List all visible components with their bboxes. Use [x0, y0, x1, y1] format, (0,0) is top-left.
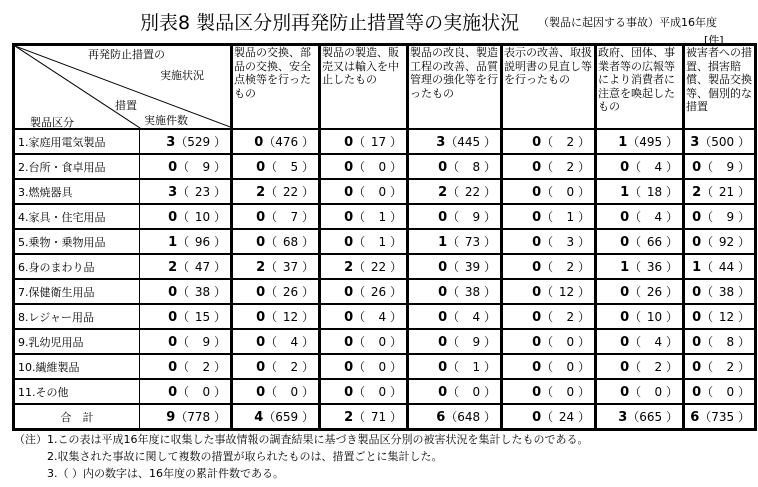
cumulative: 12 [558, 285, 575, 299]
count: 0 [438, 160, 448, 175]
cumulative: 445 [457, 135, 481, 149]
cumulative: 0 [378, 385, 387, 399]
value-cell: 2（ 22 ） [320, 254, 408, 279]
cumulative: 0 [654, 385, 663, 399]
row-label: 6.身のまわり品 [14, 254, 140, 279]
count: 0 [532, 360, 542, 375]
value-cell: 9（778 ） [140, 404, 232, 430]
count: 0 [438, 260, 448, 275]
row-label: 10.繊維製品 [14, 354, 140, 379]
cumulative: 0 [378, 185, 387, 199]
count: 0 [256, 335, 266, 350]
cumulative: 0 [566, 360, 575, 374]
value-cell: 0（ 12 ） [502, 279, 596, 304]
column-header: 政府、団体、事業者等の広報等により消費者に注意を喚起したもの [596, 45, 684, 130]
count: 0 [344, 385, 354, 400]
count: 0 [344, 285, 354, 300]
value-cell: 0（ 38 ） [408, 279, 502, 304]
value-cell: 3（500 ） [684, 129, 756, 154]
cumulative: 0 [566, 385, 575, 399]
cumulative: 38 [464, 285, 481, 299]
count: 0 [532, 410, 542, 425]
cumulative: 4 [378, 310, 387, 324]
cumulative: 8 [726, 335, 735, 349]
cumulative: 12 [718, 310, 735, 324]
value-cell: 0（ 2 ） [502, 304, 596, 329]
total-row [14, 404, 756, 430]
count: 0 [256, 210, 266, 225]
value-cell: 0（ 66 ） [596, 229, 684, 254]
table-row [14, 354, 756, 379]
cumulative: 26 [282, 285, 299, 299]
cumulative: 2 [726, 360, 735, 374]
count: 0 [168, 385, 178, 400]
cumulative: 529 [187, 135, 211, 149]
count: 0 [532, 260, 542, 275]
count: 1 [620, 260, 630, 275]
value-cell: 0（ 26 ） [232, 279, 320, 304]
count: 0 [344, 235, 354, 250]
count: 0 [344, 335, 354, 350]
cumulative: 26 [370, 285, 387, 299]
cumulative: 3 [566, 235, 575, 249]
value-cell: 0（ 12 ） [232, 304, 320, 329]
cumulative: 2 [566, 135, 575, 149]
count: 0 [620, 310, 630, 325]
count: 2 [168, 260, 178, 275]
row-label: 5.乗物・乗物用品 [14, 229, 140, 254]
count: 0 [532, 235, 542, 250]
cumulative: 17 [370, 135, 387, 149]
value-cell: 0（ 0 ） [320, 179, 408, 204]
corner-header [14, 45, 232, 130]
row-label: 3.燃焼器具 [14, 179, 140, 204]
count: 0 [532, 160, 542, 175]
value-cell: 0（ 9 ） [684, 154, 756, 179]
table-row [14, 379, 756, 404]
count: 0 [692, 335, 702, 350]
column-header: 表示の改善、取扱説明書の見直し等を行ったもの [502, 45, 596, 130]
count: 0 [532, 185, 542, 200]
count: 0 [692, 360, 702, 375]
corner-top: 再発防止措置の [88, 48, 165, 61]
count: 0 [532, 310, 542, 325]
notes [14, 431, 589, 482]
value-cell: 4（659 ） [232, 404, 320, 430]
value-cell: 0（ 8 ） [408, 154, 502, 179]
count: 0 [254, 135, 264, 150]
cumulative: 37 [282, 260, 299, 274]
count: 0 [438, 385, 448, 400]
table-row [14, 204, 756, 229]
cumulative: 73 [464, 235, 481, 249]
value-cell: 0（ 8 ） [684, 329, 756, 354]
count: 0 [168, 360, 178, 375]
measures-table [12, 43, 757, 431]
cumulative: 4 [654, 335, 663, 349]
row-label: 4.家具・住宅用品 [14, 204, 140, 229]
cumulative: 9 [472, 210, 481, 224]
count: 0 [438, 360, 448, 375]
cumulative: 2 [654, 360, 663, 374]
value-cell: 0（ 12 ） [684, 304, 756, 329]
count: 0 [256, 360, 266, 375]
column-header: 製品の製造、販売又は輸入を中止したもの [320, 45, 408, 130]
value-cell: 2（ 22 ） [232, 179, 320, 204]
value-cell: 1（ 18 ） [596, 179, 684, 204]
cumulative: 2 [566, 160, 575, 174]
value-cell: 0（ 4 ） [596, 204, 684, 229]
value-cell: 0（ 68 ） [232, 229, 320, 254]
count: 0 [256, 385, 266, 400]
column-header: 被害者への措置、損害賠償、製品交換等、個別的な措置 [684, 45, 756, 130]
count: 0 [256, 235, 266, 250]
count: 3 [690, 135, 700, 150]
row-label: 合 計 [14, 404, 140, 430]
count: 3 [618, 410, 628, 425]
value-cell: 0（ 9 ） [408, 204, 502, 229]
count: 2 [256, 185, 266, 200]
count: 0 [344, 160, 354, 175]
value-cell: 0（ 0 ） [320, 354, 408, 379]
count: 4 [254, 410, 264, 425]
cumulative: 9 [726, 210, 735, 224]
count: 0 [692, 210, 702, 225]
cumulative: 38 [194, 285, 211, 299]
count: 0 [620, 335, 630, 350]
cumulative: 0 [566, 185, 575, 199]
value-cell: 0（ 38 ） [140, 279, 232, 304]
cumulative: 2 [290, 360, 299, 374]
count: 0 [532, 285, 542, 300]
note: 2.収集された事故に関して複数の措置が取られたものは、措置ごとに集計した。 [14, 450, 443, 463]
count: 0 [344, 360, 354, 375]
value-cell: 0（ 2 ） [684, 354, 756, 379]
value-cell: 0（ 0 ） [502, 179, 596, 204]
count: 0 [256, 285, 266, 300]
table-row [14, 229, 756, 254]
count: 0 [532, 335, 542, 350]
count: 3 [436, 135, 446, 150]
cumulative: 4 [654, 160, 663, 174]
value-cell: 0（ 4 ） [596, 329, 684, 354]
column-header: 製品の交換、部品の交換、安全点検等を行ったもの [232, 45, 320, 130]
count: 0 [168, 335, 178, 350]
subtitle: （製品に起因する事故）平成16年度 [538, 16, 717, 29]
count: 0 [168, 210, 178, 225]
cumulative: 735 [711, 410, 735, 424]
cumulative: 92 [718, 235, 735, 249]
cumulative: 1 [378, 235, 387, 249]
cumulative: 18 [646, 185, 663, 199]
cumulative: 22 [370, 260, 387, 274]
cumulative: 9 [472, 335, 481, 349]
cumulative: 1 [472, 360, 481, 374]
cumulative: 0 [378, 335, 387, 349]
count: 2 [344, 260, 354, 275]
corner-left: 製品区分 [30, 116, 74, 129]
value-cell: 0（ 9 ） [140, 154, 232, 179]
value-cell: 0（ 0 ） [684, 379, 756, 404]
count: 0 [256, 310, 266, 325]
cumulative: 5 [290, 160, 299, 174]
value-cell: 0（ 0 ） [502, 329, 596, 354]
count: 0 [532, 210, 542, 225]
table-row [14, 329, 756, 354]
count: 0 [692, 285, 702, 300]
column-header: 製品の改良、製造工程の改善、品質管理の強化等を行ったもの [408, 45, 502, 130]
value-cell: 0（ 39 ） [408, 254, 502, 279]
count: 0 [344, 135, 354, 150]
cumulative: 495 [639, 135, 663, 149]
value-cell: 0（ 0 ） [502, 354, 596, 379]
value-cell: 0（ 0 ） [140, 379, 232, 404]
cumulative: 68 [282, 235, 299, 249]
cumulative: 26 [646, 285, 663, 299]
value-cell: 0（ 0 ） [320, 329, 408, 354]
value-cell: 3（665 ） [596, 404, 684, 430]
value-cell: 2（ 21 ） [684, 179, 756, 204]
cumulative: 10 [646, 310, 663, 324]
count: 0 [438, 335, 448, 350]
count: 1 [692, 260, 702, 275]
value-cell: 3（445 ） [408, 129, 502, 154]
value-cell: 0（ 15 ） [140, 304, 232, 329]
value-cell: 0（ 4 ） [232, 329, 320, 354]
count: 3 [168, 185, 178, 200]
cumulative: 7 [290, 210, 299, 224]
count: 1 [618, 135, 628, 150]
row-label: 8.レジャー用品 [14, 304, 140, 329]
count: 0 [692, 160, 702, 175]
value-cell: 6（648 ） [408, 404, 502, 430]
table-row [14, 179, 756, 204]
count: 6 [436, 410, 446, 425]
cumulative: 476 [275, 135, 299, 149]
value-cell: 0（ 4 ） [596, 154, 684, 179]
value-cell: 1（ 73 ） [408, 229, 502, 254]
count: 0 [692, 235, 702, 250]
cumulative: 71 [370, 410, 387, 424]
cumulative: 21 [718, 185, 735, 199]
count: 0 [438, 310, 448, 325]
count: 0 [620, 210, 630, 225]
count: 0 [620, 285, 630, 300]
count: 0 [620, 360, 630, 375]
count: 1 [168, 235, 178, 250]
unit-label: [件] [704, 34, 724, 47]
value-cell: 3（529 ） [140, 129, 232, 154]
value-cell: 2（ 71 ） [320, 404, 408, 430]
value-cell: 0（ 0 ） [232, 379, 320, 404]
value-cell: 0（ 9 ） [140, 329, 232, 354]
table-row [14, 129, 756, 154]
count: 1 [438, 235, 448, 250]
count: 0 [438, 285, 448, 300]
cumulative: 23 [194, 185, 211, 199]
value-cell: 0（ 0 ） [408, 379, 502, 404]
count: 2 [692, 185, 702, 200]
table-row [14, 304, 756, 329]
cumulative: 96 [194, 235, 211, 249]
cumulative: 1 [566, 210, 575, 224]
cumulative: 44 [718, 260, 735, 274]
value-cell: 0（ 26 ） [320, 279, 408, 304]
count: 2 [344, 410, 354, 425]
cumulative: 47 [194, 260, 211, 274]
value-cell: 0（ 4 ） [408, 304, 502, 329]
cumulative: 8 [472, 160, 481, 174]
cumulative: 10 [194, 210, 211, 224]
table-row [14, 254, 756, 279]
value-cell: 0（ 10 ） [140, 204, 232, 229]
row-label: 7.保健衛生用品 [14, 279, 140, 304]
value-cell: 0（ 0 ） [320, 379, 408, 404]
value-cell: 1（495 ） [596, 129, 684, 154]
count: 0 [168, 285, 178, 300]
cumulative: 778 [187, 410, 211, 424]
value-cell: 0（ 9 ） [684, 204, 756, 229]
note: 3.（ ）内の数字は、16年度の累計件数である。 [14, 467, 284, 480]
value-cell: 0（ 10 ） [596, 304, 684, 329]
value-cell: 0（ 2 ） [502, 254, 596, 279]
row-label: 9.乳幼児用品 [14, 329, 140, 354]
count: 0 [168, 160, 178, 175]
count: 0 [168, 310, 178, 325]
value-cell: 0（ 3 ） [502, 229, 596, 254]
value-cell: 0（ 2 ） [502, 154, 596, 179]
value-cell: 0（ 2 ） [502, 129, 596, 154]
row-label: 11.その他 [14, 379, 140, 404]
count: 2 [438, 185, 448, 200]
corner-right: 実施件数 [144, 114, 188, 127]
cumulative: 0 [726, 385, 735, 399]
count: 0 [532, 385, 542, 400]
value-cell: 0（476 ） [232, 129, 320, 154]
cumulative: 0 [290, 385, 299, 399]
count: 0 [344, 210, 354, 225]
cumulative: 648 [457, 410, 481, 424]
cumulative: 2 [202, 360, 211, 374]
value-cell: 1（ 44 ） [684, 254, 756, 279]
value-cell: 0（ 7 ） [232, 204, 320, 229]
header-row [14, 45, 756, 130]
cumulative: 15 [194, 310, 211, 324]
value-cell: 0（ 26 ） [596, 279, 684, 304]
count: 0 [692, 385, 702, 400]
value-cell: 0（ 0 ） [320, 154, 408, 179]
count: 9 [166, 410, 176, 425]
count: 0 [344, 185, 354, 200]
value-cell: 0（ 1 ） [408, 354, 502, 379]
cumulative: 659 [275, 410, 299, 424]
cumulative: 4 [290, 335, 299, 349]
value-cell: 2（ 37 ） [232, 254, 320, 279]
cumulative: 665 [639, 410, 663, 424]
count: 0 [344, 310, 354, 325]
value-cell: 0（ 1 ） [320, 204, 408, 229]
cumulative: 0 [566, 335, 575, 349]
cumulative: 36 [646, 260, 663, 274]
cumulative: 0 [202, 385, 211, 399]
cumulative: 39 [464, 260, 481, 274]
value-cell: 0（ 2 ） [140, 354, 232, 379]
count: 2 [256, 260, 266, 275]
count: 1 [620, 185, 630, 200]
value-cell: 0（ 1 ） [320, 229, 408, 254]
cumulative: 2 [566, 310, 575, 324]
corner-top2: 実施状況 [160, 69, 204, 82]
value-cell: 0（ 92 ） [684, 229, 756, 254]
count: 0 [620, 235, 630, 250]
page-title: 別表8 製品区分別再発防止措置等の実施状況 [140, 12, 520, 34]
count: 0 [692, 310, 702, 325]
count: 6 [690, 410, 700, 425]
value-cell: 0（ 17 ） [320, 129, 408, 154]
cumulative: 9 [202, 335, 211, 349]
table-row [14, 279, 756, 304]
value-cell: 0（ 24 ） [502, 404, 596, 430]
value-cell: 2（ 47 ） [140, 254, 232, 279]
value-cell: 0（ 2 ） [596, 354, 684, 379]
cumulative: 2 [566, 260, 575, 274]
row-label: 2.台所・食卓用品 [14, 154, 140, 179]
value-cell: 0（ 38 ） [684, 279, 756, 304]
cumulative: 24 [558, 410, 575, 424]
value-cell: 0（ 4 ） [320, 304, 408, 329]
cumulative: 66 [646, 235, 663, 249]
count: 0 [620, 160, 630, 175]
cumulative: 22 [282, 185, 299, 199]
cumulative: 38 [718, 285, 735, 299]
value-cell: 0（ 2 ） [232, 354, 320, 379]
value-cell: 0（ 5 ） [232, 154, 320, 179]
count: 0 [256, 160, 266, 175]
count: 0 [438, 210, 448, 225]
cumulative: 9 [726, 160, 735, 174]
cumulative: 4 [472, 310, 481, 324]
value-cell: 3（ 23 ） [140, 179, 232, 204]
value-cell: 1（ 36 ） [596, 254, 684, 279]
cumulative: 4 [654, 210, 663, 224]
value-cell: 0（ 1 ） [502, 204, 596, 229]
value-cell: 1（ 96 ） [140, 229, 232, 254]
value-cell: 0（ 0 ） [502, 379, 596, 404]
cumulative: 0 [472, 385, 481, 399]
corner-mid: 措置 [115, 99, 137, 112]
value-cell: 0（ 0 ） [596, 379, 684, 404]
cumulative: 0 [378, 160, 387, 174]
cumulative: 0 [378, 360, 387, 374]
cumulative: 9 [202, 160, 211, 174]
cumulative: 22 [464, 185, 481, 199]
cumulative: 12 [282, 310, 299, 324]
cumulative: 500 [711, 135, 735, 149]
row-label: 1.家庭用電気製品 [14, 129, 140, 154]
count: 0 [532, 135, 542, 150]
value-cell: 6（735 ） [684, 404, 756, 430]
value-cell: 0（ 9 ） [408, 329, 502, 354]
count: 0 [620, 385, 630, 400]
table-row [14, 154, 756, 179]
note: （注）1.この表は平成16年度に収集した事故情報の調査結果に基づき製品区分別の被害状況を集計したものである。 [14, 433, 589, 446]
value-cell: 2（ 22 ） [408, 179, 502, 204]
count: 3 [166, 135, 176, 150]
cumulative: 1 [378, 210, 387, 224]
